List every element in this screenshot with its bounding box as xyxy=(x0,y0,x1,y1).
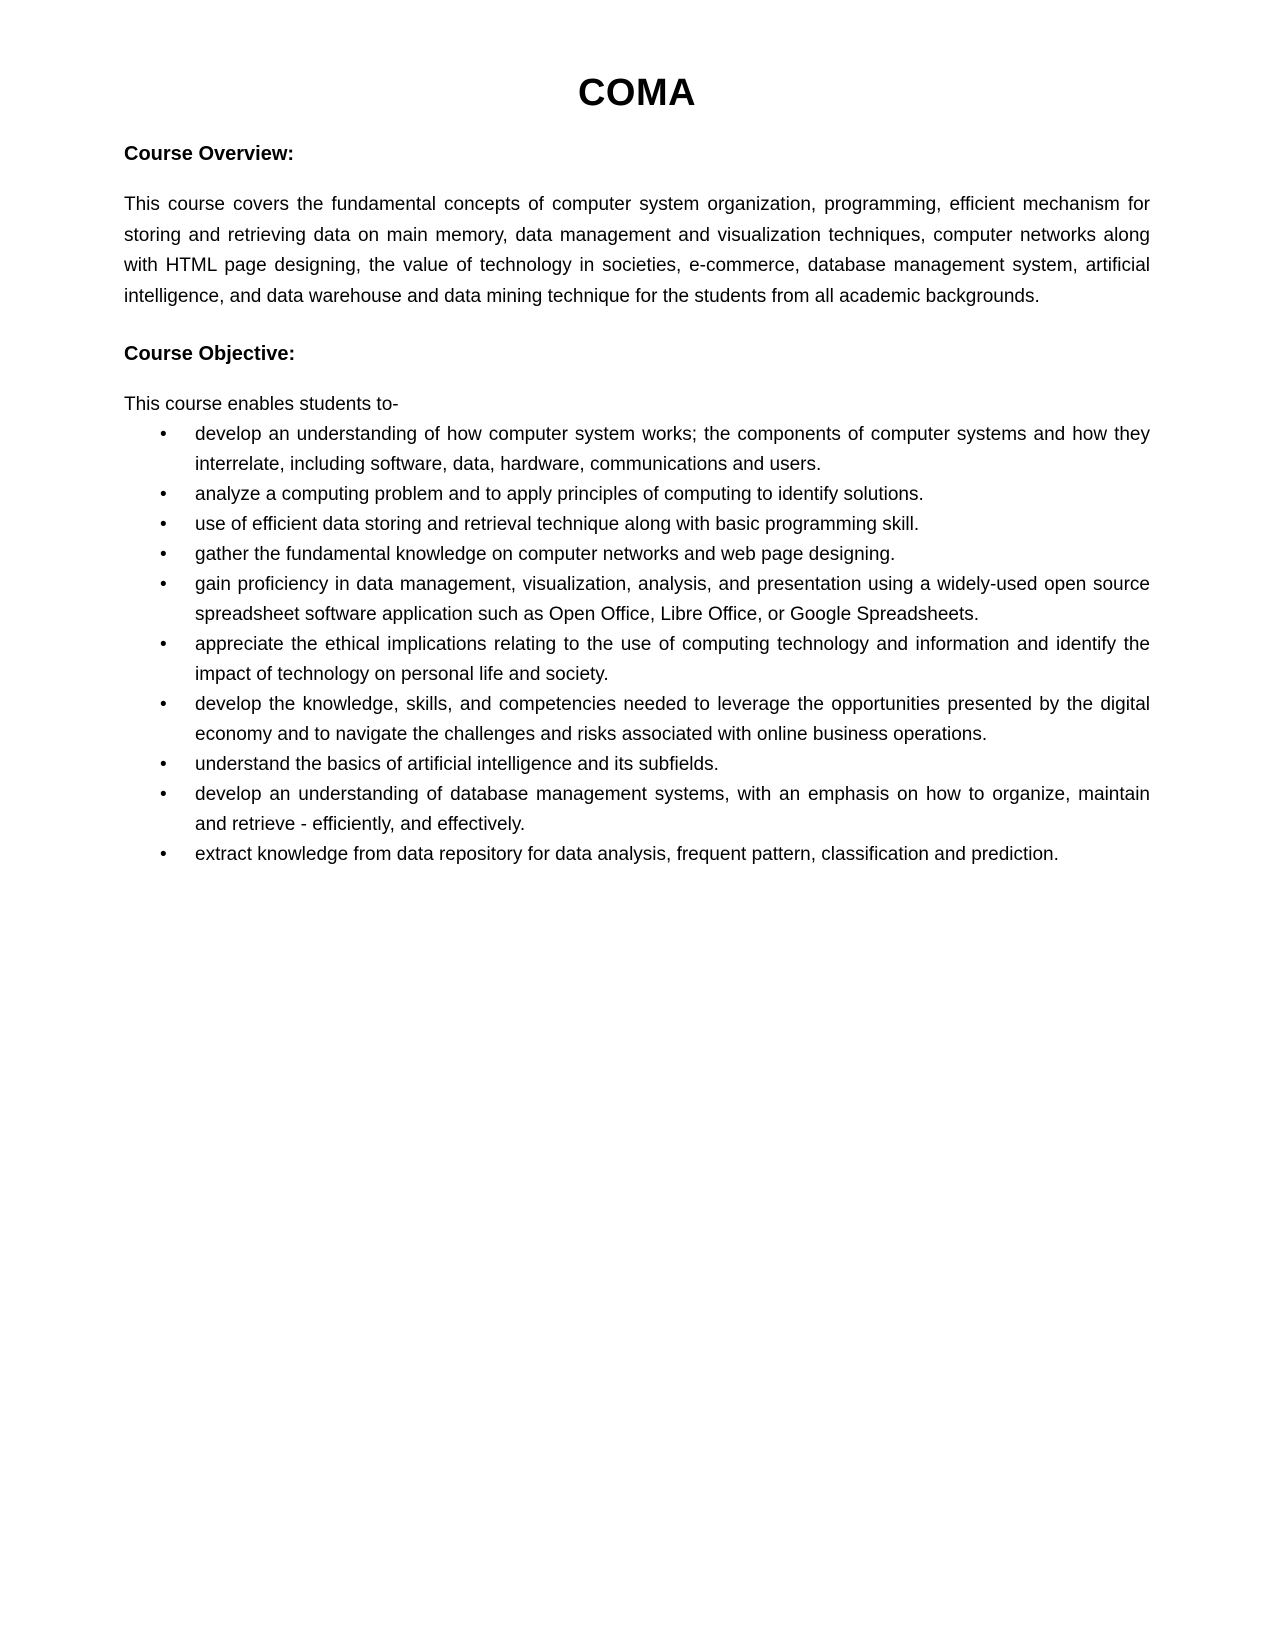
bullet-icon: • xyxy=(160,784,167,805)
objective-item xyxy=(124,510,1150,540)
bullet-icon: • xyxy=(160,634,167,655)
bullet-icon: • xyxy=(160,424,167,445)
objective-text: develop the knowledge, skills, and competencies needed to leverage the opportunities presented by the digital economy and to navigate the challenges and risks associated with online business operations. xyxy=(195,694,1150,745)
bullet-icon: • xyxy=(160,514,167,535)
objective-text: understand the basics of artificial intelligence and its subfields. xyxy=(195,754,719,775)
objective-item xyxy=(124,750,1150,780)
objective-text: develop an understanding of how computer system works; the components of computer systems and how they interrelate, including software, data, hardware, communications and users. xyxy=(195,424,1150,475)
objective-item xyxy=(124,840,1150,870)
bullet-icon: • xyxy=(160,754,167,775)
bullet-icon: • xyxy=(160,694,167,715)
course-objective-heading: Course Objective: xyxy=(124,343,296,365)
course-objective-intro: This course enables students to- xyxy=(124,394,399,415)
objective-item xyxy=(124,480,1150,510)
objective-item xyxy=(124,630,1150,690)
objective-item xyxy=(124,570,1150,630)
objective-text: use of efficient data storing and retrieval technique along with basic programming skill. xyxy=(195,514,920,535)
course-overview-text: This course covers the fundamental concepts of computer system organization, programming, efficient mechanism for storing and retrieving data on main memory, data management and visualization techniques, computer networks along with HTML page designing, the value of technology in societies, e-commerce, database management system, artificial intelligence, and data warehouse and data mining technique for the students from all academic backgrounds. xyxy=(124,194,1150,307)
bullet-icon: • xyxy=(160,544,167,565)
bullet-icon: • xyxy=(160,844,167,865)
objective-text: extract knowledge from data repository for data analysis, frequent pattern, classification and prediction. xyxy=(195,844,1059,865)
objective-item xyxy=(124,780,1150,840)
objective-text: develop an understanding of database management systems, with an emphasis on how to organize, maintain and retrieve - efficiently, and effectively. xyxy=(195,784,1150,835)
objective-text: gain proficiency in data management, visualization, analysis, and presentation using a widely-used open source spreadsheet software application such as Open Office, Libre Office, or Google Spreadsheets. xyxy=(195,574,1150,625)
objectives-list xyxy=(124,420,1150,870)
objective-text: appreciate the ethical implications relating to the use of computing technology and information and identify the impact of technology on personal life and society. xyxy=(195,634,1150,685)
document-page xyxy=(124,70,1150,870)
course-overview-heading: Course Overview: xyxy=(124,143,295,165)
document-title: COMA xyxy=(577,72,697,114)
objective-text: analyze a computing problem and to apply principles of computing to identify solutions. xyxy=(195,484,924,505)
objective-item xyxy=(124,420,1150,480)
objective-item xyxy=(124,540,1150,570)
bullet-icon: • xyxy=(160,484,167,505)
objective-text: gather the fundamental knowledge on computer networks and web page designing. xyxy=(195,544,896,565)
objective-item xyxy=(124,690,1150,750)
bullet-icon: • xyxy=(160,574,167,595)
